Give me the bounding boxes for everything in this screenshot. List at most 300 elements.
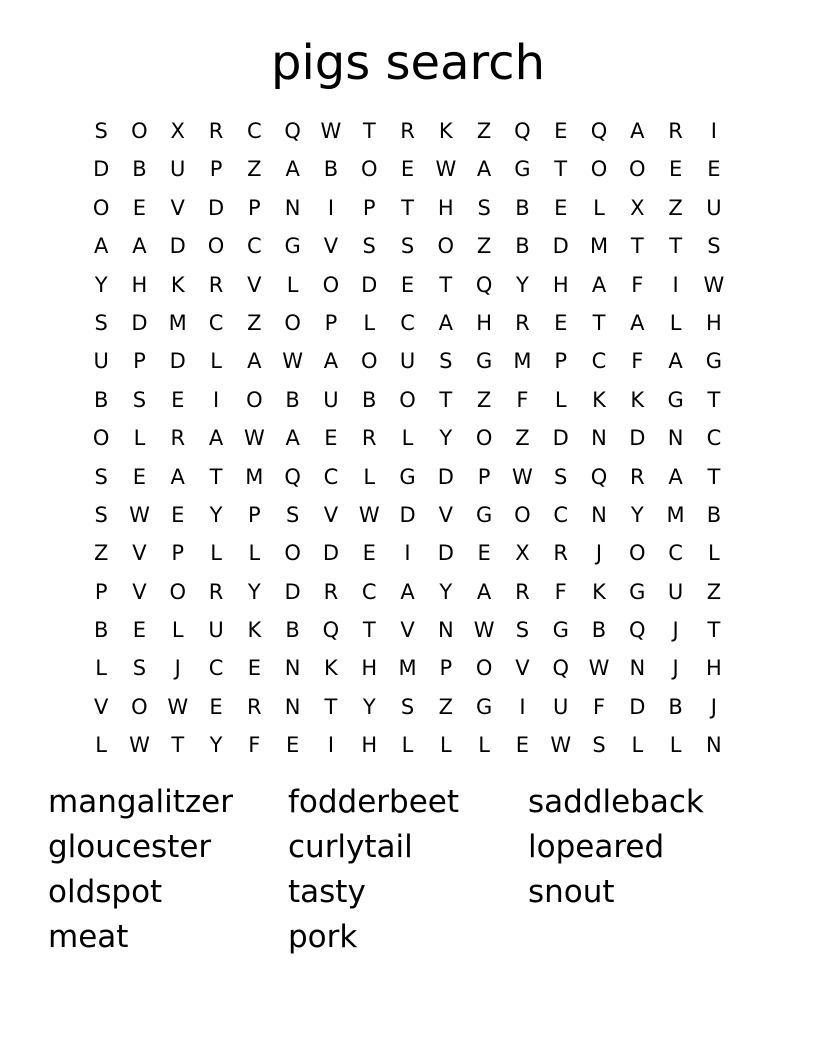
grid-letter: C [208,656,224,681]
grid-letter: Z [93,541,109,566]
grid-letter: I [710,119,717,143]
grid-letter: A [591,272,607,297]
grid-letter: T [362,618,376,643]
grid-letter: R [208,272,224,297]
grid-letter: D [629,694,646,719]
grid-letter: V [170,195,185,220]
grid-letter: F [248,733,261,758]
grid-letter: M [398,656,417,681]
grid-letter: D [207,195,225,220]
grid-letter: L [478,733,490,758]
grid-letter: L [363,464,376,489]
grid-letter: O [284,310,301,335]
grid-letter: V [323,502,339,527]
grid-letter: R [515,579,530,604]
grid-letter: A [400,579,415,604]
grid-letter: L [669,310,682,335]
word-list-item: meat [48,919,129,955]
word-list-item: saddleback [528,784,704,820]
grid-letter: X [630,195,645,220]
grid-letter: D [169,349,186,374]
grid-letter: W [358,502,380,527]
grid-letter: O [92,195,110,220]
grid-letter: G [705,349,723,374]
grid-letter: S [132,387,147,412]
grid-letter: T [439,387,453,412]
grid-letter: Z [247,310,262,335]
grid-letter: B [668,694,683,719]
grid-letter: T [669,234,683,259]
grid-letter: W [435,157,457,182]
grid-letter: L [95,656,107,681]
grid-letter: A [476,157,492,182]
grid-letter: D [629,426,646,451]
grid-letter: K [247,618,262,643]
letter-grid [82,112,733,765]
grid-letter: A [630,119,645,143]
grid-letter: V [132,541,147,566]
grid-letter: Q [284,464,301,489]
grid-letter: B [706,502,722,527]
grid-letter: X [515,541,530,566]
grid-letter: P [439,656,453,681]
grid-letter: J [595,541,603,566]
grid-letter: O [475,656,493,681]
grid-letter: L [708,541,720,566]
grid-letter: B [285,618,300,643]
grid-letter: Y [209,502,223,527]
grid-letter: O [590,157,608,182]
grid-letter: F [592,694,606,719]
grid-letter: L [669,733,682,758]
grid-letter: M [513,349,532,374]
grid-letter: R [515,310,530,335]
grid-letter: H [131,272,148,297]
grid-letter: L [210,541,222,566]
grid-letter: W [167,694,189,719]
word-list-item: oldspot [48,874,163,910]
grid-letter: S [477,195,491,220]
grid-letter: C [706,426,722,451]
grid-letter: R [323,579,339,604]
grid-letter: G [475,349,493,374]
grid-letter: J [672,656,679,681]
grid-letter: Q [514,119,531,143]
grid-letter: L [439,733,452,758]
grid-letter: A [630,310,645,335]
grid-letter: E [515,733,530,758]
word-list-item: curlytail [288,829,413,865]
grid-letter: P [477,464,491,489]
grid-letter: T [592,310,606,335]
grid-letter: V [400,618,415,643]
grid-letter: P [133,349,146,374]
word-list-item: pork [288,919,358,955]
grid-letter: I [519,694,526,719]
grid-letter: C [668,541,683,566]
word-list-item: tasty [288,874,366,910]
grid-letter: G [475,694,493,719]
grid-letter: H [476,310,493,335]
grid-letter: C [361,579,377,604]
grid-letter: D [552,426,569,451]
grid-letter: Z [247,157,262,182]
grid-letter: P [94,579,108,604]
grid-letter: Q [284,119,301,143]
grid-letter: W [129,502,150,527]
grid-letter: B [591,618,607,643]
grid-letter: G [399,464,416,489]
grid-letter: V [132,579,147,604]
grid-letter: C [591,349,607,374]
grid-letter: V [323,234,339,259]
grid-letter: G [552,618,569,643]
grid-letter: B [93,387,109,412]
grid-letter: V [93,694,109,719]
grid-letter: H [361,656,378,681]
grid-letter: D [552,234,569,259]
grid-letter: K [592,387,606,412]
grid-letter: K [170,272,185,297]
grid-letter: R [553,541,568,566]
grid-letter: O [399,387,416,412]
grid-letter: D [284,579,301,604]
grid-letter: J [174,656,181,681]
grid-letter: N [437,618,454,643]
grid-letter: H [706,656,722,681]
grid-letter: O [475,426,493,451]
grid-letter: O [322,272,340,297]
grid-letter: O [360,157,378,182]
grid-letter: U [208,618,224,643]
grid-letter: D [361,272,378,297]
grid-letter: E [554,195,568,220]
grid-letter: P [248,502,261,527]
grid-letter: G [475,502,493,527]
grid-letter: I [327,733,335,758]
grid-letter: D [131,310,148,335]
grid-letter: H [706,310,722,335]
grid-letter: I [404,541,411,566]
grid-letter: K [438,119,453,143]
grid-letter: X [170,119,185,143]
grid-letter: T [324,694,338,719]
grid-letter: C [400,310,415,335]
grid-letter: W [473,618,495,643]
grid-letter: O [437,234,455,259]
grid-letter: A [208,426,224,451]
grid-letter: Z [476,119,492,143]
grid-letter: E [324,426,338,451]
grid-letter: S [439,349,453,374]
grid-letter: Z [476,234,492,259]
grid-letter: W [512,464,533,489]
grid-letter: K [324,656,338,681]
grid-letter: G [667,387,684,412]
grid-letter: O [246,387,263,412]
grid-letter: E [400,157,415,182]
grid-letter: E [132,464,147,489]
grid-letter: Y [630,502,644,527]
grid-letter: P [324,310,338,335]
grid-letter: Z [668,195,683,220]
grid-letter: E [132,195,147,220]
grid-letter: T [362,119,376,143]
grid-letter: D [437,464,454,489]
grid-letter: C [247,234,262,259]
grid-letter: L [171,618,184,643]
grid-letter: E [400,272,415,297]
grid-letter: C [323,464,339,489]
grid-letter: R [630,464,645,489]
grid-letter: Y [439,579,453,604]
grid-letter: G [284,234,301,259]
grid-letter: G [629,579,646,604]
grid-letter: A [285,426,300,451]
grid-letter: B [285,387,300,412]
grid-letter: S [362,234,376,259]
grid-letter: U [706,195,722,220]
grid-letter: B [515,234,530,259]
grid-letter: S [707,234,721,259]
grid-letter: E [554,310,568,335]
grid-letter: T [209,464,223,489]
grid-letter: A [438,310,453,335]
grid-letter: F [516,387,529,412]
grid-letter: D [322,541,340,566]
word-list-item: mangalitzer [48,784,233,820]
grid-letter: L [95,733,107,758]
grid-letter: B [515,195,530,220]
grid-letter: L [210,349,222,374]
grid-letter: M [666,502,685,527]
grid-letter: S [400,234,415,259]
grid-letter: Y [516,272,529,297]
grid-letter: Z [476,387,492,412]
grid-letter: R [208,119,224,143]
grid-letter: P [248,195,261,220]
grid-letter: M [168,310,187,335]
grid-letter: G [514,157,531,182]
grid-letter: J [672,618,679,643]
grid-letter: R [170,426,186,451]
grid-letter: E [171,502,185,527]
grid-letter: T [171,733,185,758]
grid-letter: N [667,426,684,451]
grid-letter: T [554,157,568,182]
grid-letter: D [93,157,110,182]
grid-letter: K [592,579,606,604]
grid-letter: W [129,733,150,758]
grid-letter: F [631,272,644,297]
grid-letter: S [515,618,530,643]
grid-letter: L [363,310,376,335]
grid-letter: I [212,387,220,412]
grid-letter: M [589,234,609,259]
grid-letter: E [285,733,300,758]
grid-letter: L [401,733,414,758]
grid-letter: S [132,656,147,681]
grid-letter: I [327,195,335,220]
grid-letter: S [94,119,108,143]
grid-letter: A [668,464,683,489]
page-title: pigs search [271,35,545,91]
grid-letter: R [361,426,377,451]
grid-letter: W [703,272,725,297]
grid-letter: L [631,733,644,758]
grid-letter: O [131,694,148,719]
grid-letter: O [514,502,531,527]
grid-letter: D [437,541,454,566]
grid-letter: T [439,272,453,297]
grid-letter: J [710,694,717,719]
grid-letter: O [360,349,378,374]
grid-letter: A [247,349,262,374]
grid-letter: Y [209,733,223,758]
grid-letter: W [320,119,342,143]
grid-letter: A [668,349,683,374]
grid-letter: C [247,119,262,143]
grid-letter: E [132,618,147,643]
grid-letter: E [707,157,721,182]
grid-letter: O [629,541,646,566]
grid-letter: W [550,733,572,758]
grid-letter: U [667,579,684,604]
grid-letter: Q [475,272,493,297]
grid-letter: S [592,733,606,758]
grid-letter: V [247,272,262,297]
grid-letter: H [552,272,569,297]
grid-letter: L [593,195,605,220]
grid-letter: S [554,464,568,489]
grid-letter: Y [362,694,376,719]
grid-letter: S [94,502,108,527]
grid-letter: R [208,579,224,604]
grid-letter: T [401,195,414,220]
grid-letter: N [284,694,301,719]
grid-letter: I [672,272,679,297]
word-list-item: snout [528,874,615,910]
grid-letter: A [170,464,185,489]
grid-letter: P [362,195,376,220]
grid-letter: E [209,694,223,719]
grid-letter: D [399,502,416,527]
grid-letter: H [437,195,454,220]
grid-letter: S [400,694,415,719]
grid-letter: V [515,656,530,681]
grid-letter: N [706,733,722,758]
grid-letter: L [133,426,146,451]
grid-letter: E [171,387,185,412]
grid-letter: R [668,119,683,143]
grid-letter: V [438,502,453,527]
grid-letter: A [285,157,300,182]
grid-letter: A [132,234,147,259]
grid-letter: S [94,310,108,335]
grid-letter: L [401,426,414,451]
word-list-item: fodderbeet [288,784,460,820]
grid-letter: U [399,349,416,374]
grid-letter: W [588,656,610,681]
grid-letter: T [630,234,644,259]
grid-letter: E [247,656,261,681]
grid-letter: O [92,426,110,451]
grid-letter: C [208,310,224,335]
grid-letter: Z [706,579,722,604]
word-list-item: gloucester [48,829,212,865]
grid-letter: U [93,349,109,374]
grid-letter: M [245,464,264,489]
grid-letter: H [361,733,378,758]
grid-letter: U [553,694,569,719]
grid-letter: D [169,234,186,259]
word-list [48,780,768,960]
grid-letter: R [247,694,262,719]
grid-letter: A [323,349,339,374]
grid-letter: C [553,502,569,527]
grid-letter: B [323,157,339,182]
grid-letter: T [707,387,721,412]
grid-letter: L [286,272,299,297]
grid-letter: E [554,119,568,143]
grid-letter: O [629,157,646,182]
grid-letter: N [284,195,301,220]
grid-letter: Q [590,464,608,489]
grid-letter: S [285,502,300,527]
grid-letter: R [400,119,415,143]
grid-letter: N [591,426,607,451]
grid-letter: U [323,387,339,412]
grid-letter: Q [322,618,340,643]
grid-letter: P [554,349,568,374]
grid-letter: N [629,656,646,681]
grid-letter: Y [247,579,261,604]
grid-letter: L [248,541,261,566]
grid-letter: Z [438,694,454,719]
grid-letter: U [170,157,186,182]
grid-letter: N [284,656,301,681]
grid-letter: T [707,618,721,643]
grid-letter: Y [439,426,453,451]
grid-letter: A [476,579,492,604]
grid-letter: W [243,426,265,451]
grid-letter: A [93,234,109,259]
grid-letter: O [169,579,186,604]
grid-letter: O [131,119,148,143]
grid-letter: E [477,541,491,566]
grid-letter: E [668,157,683,182]
grid-letter: O [207,234,225,259]
grid-letter: P [209,157,223,182]
grid-letter: T [707,464,721,489]
grid-letter: O [284,541,301,566]
grid-letter: Q [590,119,608,143]
grid-letter: K [630,387,645,412]
grid-letter: L [554,387,567,412]
grid-letter: P [171,541,185,566]
grid-letter: S [94,464,108,489]
grid-letter: B [132,157,147,182]
grid-letter: Y [94,272,108,297]
word-list-item: lopeared [528,829,665,865]
grid-letter: Q [552,656,569,681]
grid-letter: F [631,349,644,374]
grid-letter: N [591,502,607,527]
grid-letter: Q [629,618,646,643]
grid-letter: E [362,541,376,566]
grid-letter: Z [515,426,530,451]
grid-letter: B [93,618,109,643]
